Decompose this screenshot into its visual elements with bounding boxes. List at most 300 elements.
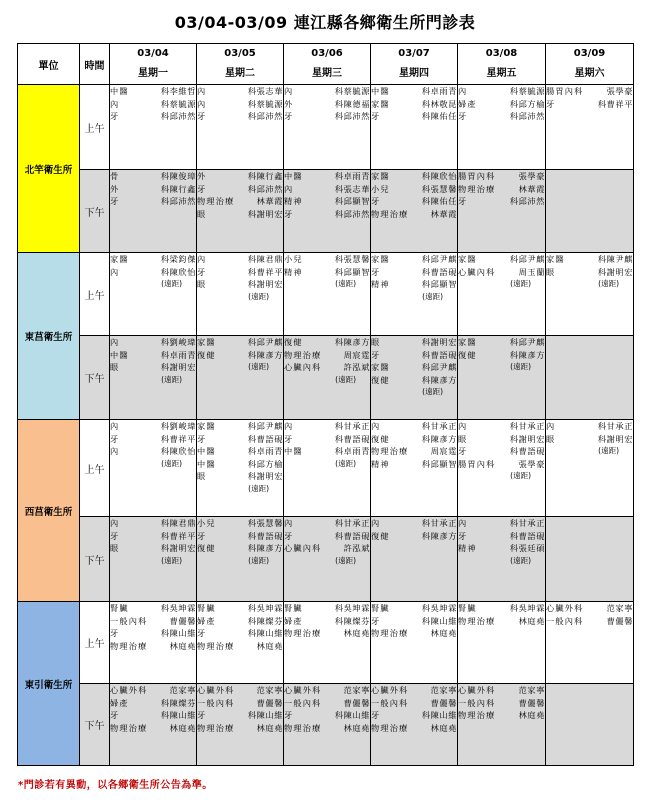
department: 家醫 (197, 337, 216, 347)
clinic-entry (197, 542, 283, 555)
clinic-entry (546, 85, 633, 98)
department: 小兒 (197, 518, 216, 528)
clinic-entry (197, 253, 283, 266)
schedule-cell (546, 85, 634, 170)
schedule-cell (371, 602, 458, 684)
pm-row (18, 170, 634, 253)
doctor: 科甘承正 (334, 421, 370, 431)
doctor: 科陳欣怡 (421, 171, 457, 181)
doctor: 科邱顯智 (334, 196, 370, 206)
doctor: 范家寧 (343, 685, 370, 695)
doctor: 科曹語硯 (334, 530, 370, 541)
schedule-cell (110, 517, 197, 602)
department: 精神 (371, 458, 390, 469)
department: 物理治療 (458, 710, 496, 720)
department: 腎臟 (458, 603, 477, 613)
schedule-cell (458, 602, 546, 684)
department: 一般內科 (458, 697, 496, 708)
doctor: 科吳坤霖 (247, 603, 283, 613)
schedule-cell (284, 684, 371, 766)
doctor: 科陳彥方 (334, 337, 370, 347)
department: 牙 (458, 446, 468, 456)
schedule-cell (546, 170, 634, 253)
doctor: 林庭堯 (518, 710, 545, 720)
department: 婦產 (197, 615, 216, 626)
department: 牙 (458, 196, 468, 206)
schedule-table (17, 43, 634, 766)
doctor: 科卓雨青 (334, 171, 370, 181)
department: 精神 (458, 543, 477, 553)
day-weekday: 星期五 (486, 68, 517, 79)
doctor: 科陳德福 (334, 98, 370, 109)
doctor: 林葦霞 (256, 196, 283, 206)
department: 眼 (371, 337, 381, 347)
clinic-entry (371, 85, 457, 98)
doctor: 科謝明宏 (247, 279, 283, 289)
department: 家醫 (546, 254, 565, 264)
doctor: 林庭堯 (430, 628, 457, 638)
doctor: 科吳坤霖 (160, 603, 196, 613)
doctor: 科甘承正 (509, 421, 545, 431)
clinic-entry (284, 433, 370, 446)
period-label: 上午 (80, 420, 110, 517)
schedule-cell (197, 684, 284, 766)
department: 小兒 (284, 254, 303, 264)
department: 物理治療 (197, 196, 235, 206)
department: 中醫 (110, 349, 129, 360)
department: 復健 (197, 543, 216, 553)
doctor: 范家寧 (518, 685, 545, 695)
clinic-entry (284, 542, 370, 555)
clinic-entry (371, 602, 457, 615)
doctor: 科謝明宏 (421, 337, 457, 347)
clinic-entry (458, 697, 545, 710)
unit-name: 東莒衛生所 (24, 332, 73, 343)
day-date: 03/06 (311, 48, 343, 59)
doctor: 科梁鈞傑 (160, 254, 196, 264)
department: 牙 (110, 433, 120, 444)
clinic-entry (546, 266, 633, 279)
clinic-entry (197, 208, 283, 221)
department: 精神 (371, 279, 390, 289)
department: 物理治療 (284, 722, 322, 733)
doctor: 科邱沛然 (509, 196, 545, 206)
doctor: 科謝明宏 (247, 208, 283, 219)
clinic-entry (284, 208, 370, 221)
schedule-cell (546, 684, 634, 766)
clinic-entry (197, 195, 283, 208)
doctor: 張學豪 (518, 458, 545, 469)
doctor: 科吳坤霖 (421, 603, 457, 613)
pm-row (18, 336, 634, 420)
remote-tag: (遠距) (161, 458, 182, 468)
department: 內 (371, 518, 381, 528)
department: 復健 (458, 349, 477, 360)
department: 一般內科 (371, 697, 409, 708)
clinic-entry (197, 709, 283, 722)
clinic-entry (458, 336, 545, 349)
clinic-entry (110, 517, 196, 530)
clinic-entry (458, 85, 545, 98)
clinic-entry (110, 85, 196, 98)
clinic-entry (546, 433, 633, 446)
unit-name-cell (18, 85, 80, 253)
clinic-entry (197, 722, 283, 735)
clinic-entry (371, 722, 457, 735)
doctor: 科甘承正 (421, 518, 457, 528)
header-row (18, 44, 634, 85)
doctor: 科張慧馨 (334, 254, 370, 264)
clinic-entry (284, 266, 370, 279)
remote-tag: (遠距) (248, 483, 269, 493)
department: 牙 (110, 111, 120, 121)
doctor: 科謝明宏 (597, 266, 633, 277)
department: 眼 (546, 433, 556, 444)
department: 一般內科 (110, 615, 148, 626)
clinic-entry (284, 170, 370, 183)
department: 牙 (284, 530, 294, 541)
department: 內 (197, 254, 207, 264)
doctor: 科陳佑任 (421, 111, 457, 121)
pm-row (18, 684, 634, 766)
department: 牙 (110, 710, 120, 720)
clinic-entry (284, 615, 370, 628)
schedule-cell (458, 85, 546, 170)
doctor: 科陳山維 (247, 710, 283, 720)
clinic-entry (197, 85, 283, 98)
schedule-cell (110, 85, 197, 170)
doctor: 科陳君鼎 (247, 254, 283, 264)
clinic-entry (458, 530, 545, 543)
department: 復健 (197, 349, 216, 360)
doctor: 科吳坤霖 (509, 603, 545, 613)
department: 內 (110, 518, 120, 528)
clinic-entry (458, 684, 545, 697)
doctor: 科陳君鼎 (160, 518, 196, 528)
doctor: 科陳燦芬 (334, 615, 370, 626)
department: 牙 (371, 710, 381, 720)
doctor: 曹儷馨 (430, 697, 457, 708)
department: 眼 (110, 362, 120, 372)
doctor: 林葦霞 (518, 183, 545, 194)
doctor: 科謝明宏 (247, 471, 283, 481)
clinic-entry (371, 195, 457, 208)
clinic-entry (284, 697, 370, 710)
department: 骨 (110, 171, 120, 181)
doctor: 科邱沛然 (160, 111, 196, 121)
schedule-cell (458, 684, 546, 766)
department: 精神 (284, 196, 303, 206)
clinic-entry (110, 433, 196, 446)
clinic-entry (458, 445, 545, 458)
doctor: 科邱沛然 (334, 111, 370, 121)
clinic-entry (371, 208, 457, 221)
clinic-entry (197, 530, 283, 543)
department: 腸胃內科 (458, 171, 496, 181)
department: 家醫 (110, 254, 129, 264)
clinic-entry (371, 615, 457, 628)
clinic-entry (458, 98, 545, 111)
doctor: 林庭堯 (169, 640, 196, 651)
doctor: 科謝明宏 (509, 433, 545, 444)
department: 一般內科 (284, 697, 322, 708)
department: 外 (197, 171, 207, 181)
clinic-entry (197, 278, 283, 291)
header-time: 時間 (80, 44, 110, 85)
unit-name-cell (18, 420, 80, 602)
clinic-entry (197, 602, 283, 615)
clinic-entry (371, 374, 457, 387)
doctor: 科陳山維 (160, 710, 196, 720)
department: 內 (110, 421, 120, 431)
doctor: 科林敬昆 (421, 98, 457, 109)
department: 眼 (197, 279, 207, 289)
doctor: 林庭堯 (256, 722, 283, 733)
doctor: 科張志華 (334, 183, 370, 194)
department: 牙 (284, 433, 294, 444)
clinic-entry (284, 349, 370, 362)
department: 小兒 (371, 183, 390, 194)
doctor: 科甘承正 (597, 421, 633, 431)
department: 中醫 (284, 446, 303, 456)
doctor: 科曹祥平 (597, 98, 633, 109)
doctor: 科蔡毓源 (334, 86, 370, 96)
department: 中醫 (284, 171, 303, 181)
clinic-entry (458, 183, 545, 196)
remote-tag: (遠距) (510, 279, 531, 288)
unit-name-cell (18, 602, 80, 766)
doctor: 范家寧 (256, 685, 283, 695)
clinic-entry (546, 98, 633, 111)
doctor: 科卓雨青 (334, 446, 370, 456)
clinic-entry (371, 433, 457, 446)
department: 心臟內科 (284, 543, 322, 553)
clinic-entry (197, 266, 283, 279)
doctor: 科吳坤霖 (334, 603, 370, 613)
department: 牙 (284, 208, 294, 219)
header-day (458, 44, 546, 85)
schedule-cell (458, 420, 546, 517)
doctor: 科劉峻瑋 (160, 337, 196, 347)
schedule-cell (546, 602, 634, 684)
clinic-entry (458, 602, 545, 615)
day-date: 03/09 (573, 48, 606, 59)
schedule-cell (110, 170, 197, 253)
doctor: 科曹語硯 (247, 530, 283, 541)
clinic-entry (458, 615, 545, 628)
department: 心臟外科 (546, 603, 584, 613)
department: 牙 (458, 111, 468, 121)
clinic-entry (110, 602, 196, 615)
department: 家醫 (371, 171, 390, 181)
clinic-entry (110, 98, 196, 111)
schedule-cell (371, 336, 458, 420)
department: 眼 (197, 208, 207, 219)
clinic-entry (284, 195, 370, 208)
clinic-entry (284, 684, 370, 697)
clinic-entry (197, 615, 283, 628)
clinic-entry (197, 458, 283, 471)
clinic-entry (197, 627, 283, 640)
day-weekday: 星期四 (399, 68, 429, 79)
doctor: 范家寧 (169, 685, 196, 695)
doctor: 科曹語硯 (421, 266, 457, 277)
doctor: 科張慧馨 (247, 518, 283, 528)
clinic-entry (458, 170, 545, 183)
clinic-entry (110, 445, 196, 458)
department: 內 (546, 421, 556, 431)
department: 內 (284, 518, 294, 528)
schedule-cell (546, 336, 634, 420)
clinic-entry (371, 517, 457, 530)
doctor: 張學豪 (606, 86, 633, 96)
department: 牙 (458, 530, 468, 541)
clinic-entry (284, 361, 370, 374)
schedule-cell (458, 170, 546, 253)
clinic-entry (371, 170, 457, 183)
doctor: 科邱尹麒 (421, 254, 457, 264)
schedule-cell (371, 85, 458, 170)
schedule-cell (284, 336, 371, 420)
remote-tag: (遠距) (335, 279, 356, 288)
period-label: 上午 (80, 602, 110, 684)
am-row (18, 602, 634, 684)
schedule-cell (197, 420, 284, 517)
clinic-entry (110, 266, 196, 279)
clinic-entry (284, 445, 370, 458)
doctor: 科卓雨青 (421, 86, 457, 96)
doctor: 科蔡毓源 (509, 86, 545, 96)
department: 內 (458, 518, 468, 528)
clinic-entry (284, 602, 370, 615)
department: 內 (458, 86, 468, 96)
doctor: 科邱尹麒 (247, 337, 283, 347)
doctor: 曹儷馨 (343, 697, 370, 708)
department: 心臟內科 (284, 362, 322, 372)
department: 復健 (371, 433, 390, 444)
doctor: 科陳行鑫 (247, 171, 283, 181)
department: 牙 (197, 111, 207, 121)
schedule-cell (458, 336, 546, 420)
doctor: 科陳山維 (334, 710, 370, 720)
doctor: 林庭堯 (343, 628, 370, 638)
clinic-entry (371, 420, 457, 433)
department: 內 (110, 446, 120, 456)
clinic-entry (110, 697, 196, 710)
doctor: 科曹語硯 (247, 433, 283, 444)
schedule-cell (458, 517, 546, 602)
schedule-cell (197, 253, 284, 336)
department: 牙 (371, 266, 381, 277)
clinic-entry (371, 278, 457, 291)
schedule-cell (371, 517, 458, 602)
clinic-entry (110, 349, 196, 362)
department: 物理治療 (197, 722, 235, 733)
doctor: 科陳山維 (421, 615, 457, 626)
doctor: 科邱顯智 (421, 458, 457, 469)
clinic-entry (197, 697, 283, 710)
doctor: 許泓斌 (343, 543, 370, 553)
clinic-entry (284, 530, 370, 543)
period-label: 上午 (80, 85, 110, 170)
schedule-cell (110, 602, 197, 684)
doctor: 科張慧馨 (421, 183, 457, 194)
am-row (18, 85, 634, 170)
department: 心臟外科 (284, 685, 322, 695)
clinic-entry (458, 110, 545, 123)
day-date: 03/07 (398, 48, 430, 59)
department: 物理治療 (458, 183, 496, 194)
department: 精神 (284, 266, 303, 277)
doctor: 科甘承正 (509, 518, 545, 528)
am-row (18, 420, 634, 517)
unit-name: 北竿衛生所 (24, 164, 73, 176)
doctor: 科卓雨青 (247, 446, 283, 456)
schedule-cell (371, 170, 458, 253)
clinic-entry (284, 253, 370, 266)
department: 心臟外科 (371, 685, 409, 695)
clinic-entry (197, 110, 283, 123)
remote-tag: (遠距) (161, 555, 182, 565)
clinic-entry (371, 361, 457, 374)
doctor: 科陳彥方 (421, 433, 457, 444)
department: 腎臟 (371, 603, 390, 613)
department: 內 (284, 86, 294, 96)
department: 物理治療 (371, 446, 409, 456)
pm-row (18, 517, 634, 602)
clinic-entry (458, 420, 545, 433)
doctor: 科蔡毓源 (247, 98, 283, 109)
department: 牙 (197, 183, 207, 194)
clinic-entry (371, 709, 457, 722)
clinic-entry (197, 445, 283, 458)
department: 物理治療 (458, 615, 496, 626)
doctor: 科曹語硯 (509, 530, 545, 541)
clinic-entry (458, 195, 545, 208)
doctor: 科邱方榆 (509, 98, 545, 109)
clinic-entry (458, 253, 545, 266)
department: 眼 (110, 543, 120, 553)
department: 物理治療 (110, 722, 148, 733)
clinic-entry (197, 433, 283, 446)
department: 牙 (284, 710, 294, 720)
department: 物理治療 (197, 640, 235, 651)
doctor: 科曹祥平 (160, 433, 196, 444)
department: 中醫 (197, 458, 216, 469)
department: 物理治療 (110, 640, 148, 651)
department: 牙 (371, 196, 381, 206)
department: 中醫 (110, 86, 129, 96)
clinic-entry (110, 183, 196, 196)
doctor: 科卓雨青 (160, 349, 196, 360)
doctor: 科曹語硯 (334, 433, 370, 444)
doctor: 曹儷馨 (169, 615, 196, 626)
remote-tag: (遠距) (248, 555, 269, 565)
clinic-entry (197, 183, 283, 196)
schedule-cell (371, 253, 458, 336)
department: 牙 (197, 628, 207, 638)
schedule-cell (546, 253, 634, 336)
clinic-entry (197, 420, 283, 433)
doctor: 科陳欣怡 (160, 446, 196, 456)
department: 家醫 (458, 254, 477, 264)
department: 牙 (197, 530, 207, 541)
doctor: 曹儷馨 (256, 697, 283, 708)
doctor: 科陳彥方 (247, 543, 283, 553)
department: 眼 (458, 433, 468, 444)
schedule-cell (110, 684, 197, 766)
department: 腎臟 (110, 603, 129, 613)
